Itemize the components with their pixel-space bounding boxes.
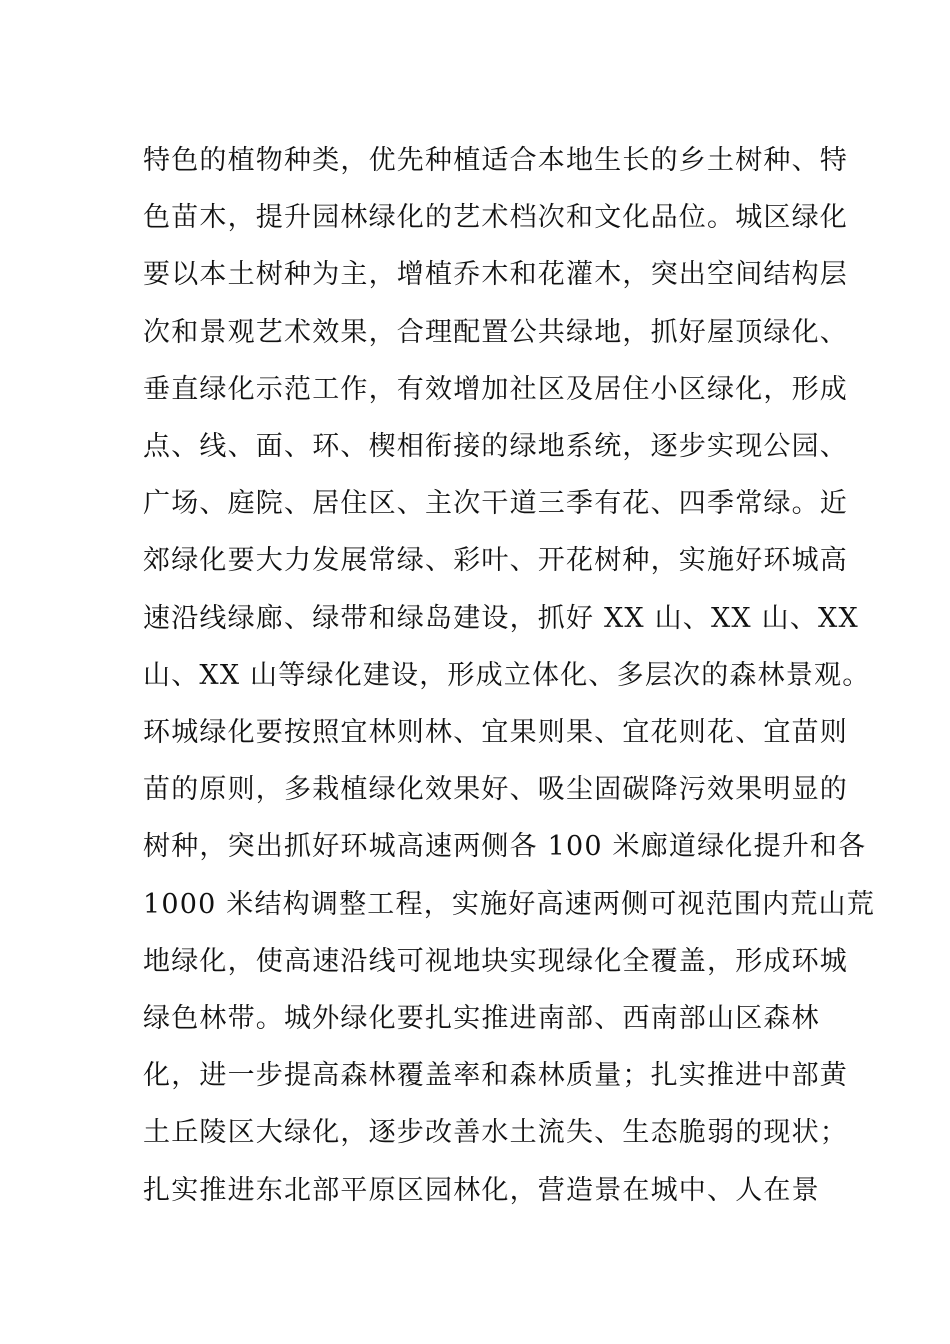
text-line-2: 色苗木，提升园林绿化的艺术档次和文化品位。城区绿化 — [143, 202, 848, 234]
text-line-17: 化，进一步提高森林覆盖率和森林质量；扎实推进中部黄 — [143, 1060, 848, 1092]
text-line-13: 树种，突出抓好环城高速两侧各 100 米廊道绿化提升和各 — [143, 831, 867, 863]
body-text — [143, 132, 875, 1219]
text-line-11: 环城绿化要按照宜林则林、宜果则果、宜花则花、宜苗则 — [143, 717, 848, 749]
text-line-12: 苗的原则，多栽植绿化效果好、吸尘固碳降污效果明显的 — [143, 774, 848, 806]
text-line-6: 点、线、面、环、楔相衔接的绿地系统，逐步实现公园、 — [143, 431, 848, 463]
text-line-1: 特色的植物种类，优先种植适合本地生长的乡土树种、特 — [143, 145, 848, 176]
text-line-5: 垂直绿化示范工作，有效增加社区及居住小区绿化，形成 — [143, 373, 848, 405]
text-line-16: 绿色林带。城外绿化要扎实推进南部、西南部山区森林 — [143, 1003, 820, 1035]
text-line-7: 广场、庭院、居住区、主次干道三季有花、四季常绿。近 — [143, 488, 848, 520]
text-line-10: 山、XX 山等绿化建设，形成立体化、多层次的森林景观。 — [143, 659, 871, 691]
text-line-14: 1000 米结构调整工程，实施好高速两侧可视范围内荒山荒 — [143, 888, 875, 920]
text-line-3: 要以本土树种为主，增植乔木和花灌木，突出空间结构层 — [143, 259, 848, 291]
text-line-19: 扎实推进东北部平原区园林化，营造景在城中、人在景 — [143, 1174, 820, 1206]
text-line-15: 地绿化，使高速沿线可视地块实现绿化全覆盖，形成环城 — [143, 945, 848, 977]
text-line-4: 次和景观艺术效果，合理配置公共绿地，抓好屋顶绿化、 — [143, 316, 848, 348]
text-line-18: 土丘陵区大绿化，逐步改善水土流失、生态脆弱的现状； — [143, 1117, 848, 1149]
text-line-8: 郊绿化要大力发展常绿、彩叶、开花树种，实施好环城高 — [143, 545, 848, 577]
text-line-9: 速沿线绿廊、绿带和绿岛建设，抓好 XX 山、XX 山、XX — [143, 602, 859, 634]
